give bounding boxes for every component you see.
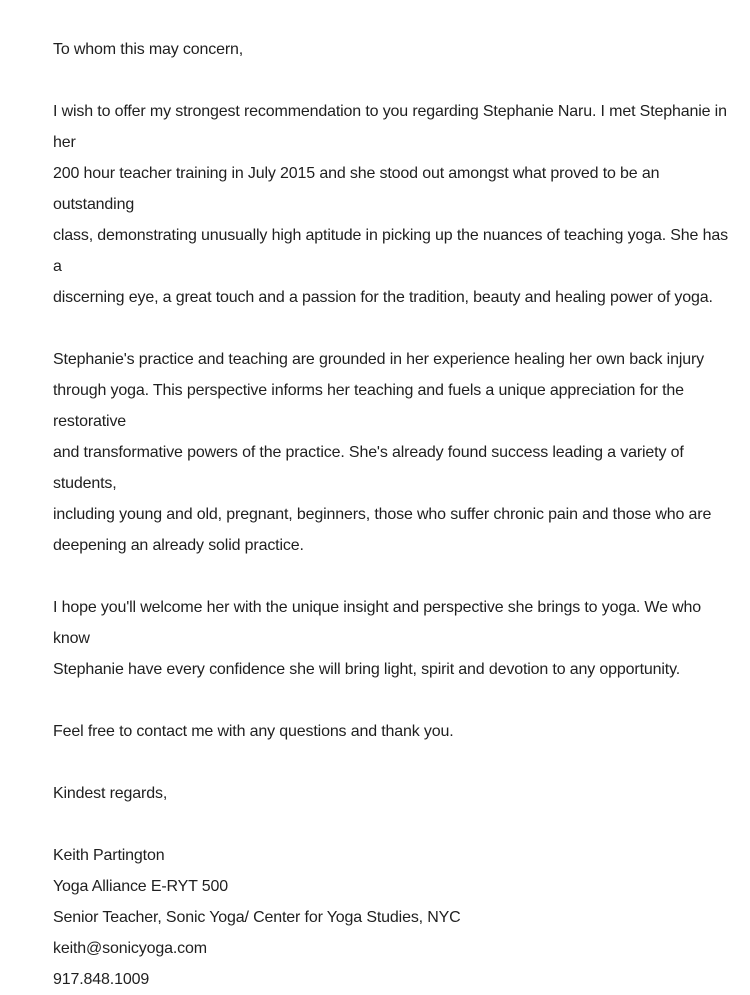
- letter-body: [53, 34, 733, 995]
- signer-name: Keith Partington: [53, 847, 165, 864]
- signer-credential: Yoga Alliance E-RYT 500: [53, 878, 229, 895]
- paragraph-experience: [53, 344, 733, 561]
- text-line: including young and old, pregnant, beginners, those who suffer chronic pain and those who are: [53, 506, 712, 523]
- signer-phone: 917.848.1009: [53, 971, 150, 988]
- signature-block: [53, 840, 733, 995]
- signer-email: keith@sonicyoga.com: [53, 940, 207, 957]
- closing: Kindest regards,: [53, 785, 168, 802]
- text-line: 200 hour teacher training in July 2015 and she stood out amongst what proved to be an outstanding: [53, 165, 660, 213]
- text-line: class, demonstrating unusually high aptitude in picking up the nuances of teaching yoga. She has a: [53, 227, 728, 275]
- text-line: through yoga. This perspective informs her teaching and fuels a unique appreciation for the restorative: [53, 382, 684, 430]
- text-line: Stephanie have every confidence she will bring light, spirit and devotion to any opportunity.: [53, 661, 681, 678]
- text-line: Stephanie's practice and teaching are grounded in her experience healing her own back injury: [53, 351, 705, 368]
- text-line: deepening an already solid practice.: [53, 537, 304, 554]
- text-line: I wish to offer my strongest recommendation to you regarding Stephanie Naru. I met Stephanie in her: [53, 103, 727, 151]
- signer-title: Senior Teacher, Sonic Yoga/ Center for Yoga Studies, NYC: [53, 909, 461, 926]
- paragraph-contact: Feel free to contact me with any questions and thank you.: [53, 723, 454, 740]
- paragraph-welcome: [53, 592, 733, 685]
- text-line: I hope you'll welcome her with the unique insight and perspective she brings to yoga. We who know: [53, 599, 702, 647]
- text-line: and transformative powers of the practice. She's already found success leading a variety of students,: [53, 444, 684, 492]
- salutation: To whom this may concern,: [53, 41, 244, 58]
- text-line: discerning eye, a great touch and a passion for the tradition, beauty and healing power of yoga.: [53, 289, 713, 306]
- paragraph-recommendation: [53, 96, 733, 313]
